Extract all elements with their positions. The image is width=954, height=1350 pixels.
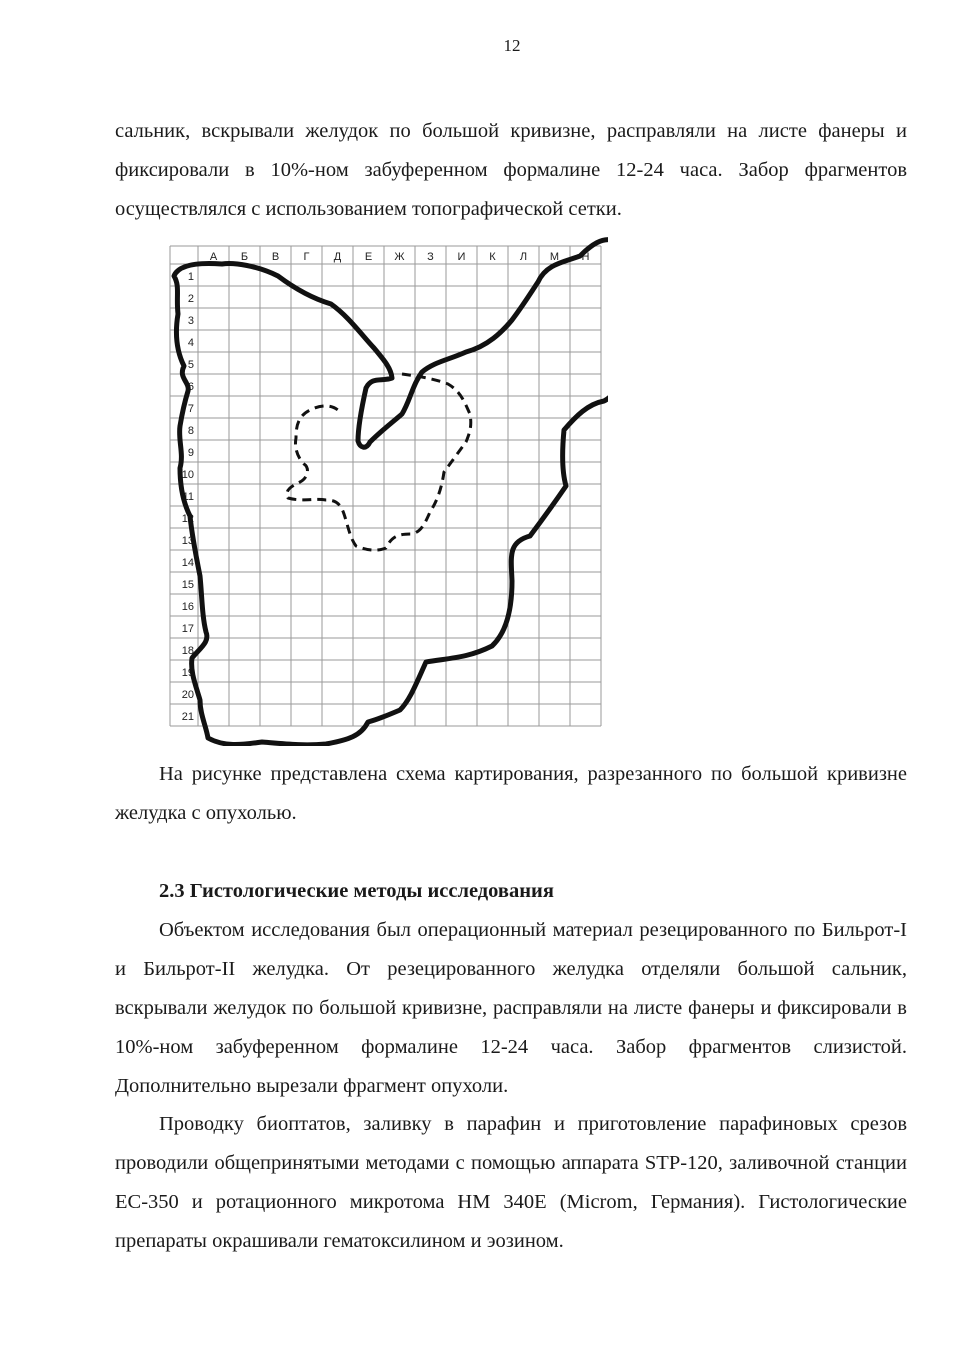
row-label: 15 (181, 579, 194, 591)
stomach-outline (174, 240, 608, 745)
row-label: 4 (187, 337, 194, 349)
column-label: Б (240, 251, 249, 263)
column-label: М (549, 251, 560, 263)
row-label: 7 (187, 403, 194, 415)
row-label: 2 (187, 293, 194, 305)
row-label: 5 (187, 359, 194, 371)
grid-lines (170, 246, 601, 726)
row-label: 12 (181, 513, 194, 525)
row-label: 10 (181, 469, 194, 481)
column-label: Г (303, 251, 310, 263)
column-label: А (209, 251, 218, 263)
row-label: 14 (181, 557, 194, 569)
column-label: К (489, 251, 496, 263)
figure-caption-paragraph: На рисунке представлена схема картирования, разрезанного по большой кривизне желудка с опухолью. (115, 763, 907, 824)
page-number: 12 (503, 36, 521, 55)
column-label: Ж (394, 251, 405, 263)
row-label: 1 (187, 271, 194, 283)
row-label: 20 (181, 689, 194, 701)
row-label: 3 (187, 315, 194, 327)
row-label: 21 (181, 711, 194, 723)
row-label: 11 (182, 491, 194, 503)
column-label: В (271, 251, 280, 263)
topographic-grid-diagram (166, 236, 608, 746)
column-labels (210, 251, 590, 263)
stomach-mapping-figure (166, 236, 608, 746)
row-label: 19 (181, 667, 194, 679)
column-label: Л (519, 251, 528, 263)
paragraph-continuation: сальник, вскрывали желудок по большой кривизне, расправляли на листе фанеры и фиксировали в 10%-ном забуференном формалине 12-24 часа. Забор фрагментов осуществлялся с использованием топографической сетки. (115, 120, 907, 220)
paragraph-processing: Проводку биоптатов, заливку в парафин и приготовление парафиновых срезов проводили общепринятыми методами с помощью аппарата STP-120, заливочной станции EC-350 и ротационного микротома HM 340E (Microm, Германия). Гистологические препараты окрашивали гематоксилином и эозином. (115, 1113, 907, 1252)
row-label: 6 (187, 381, 194, 393)
paragraph-research-object: Объектом исследования был операционный материал резецированного по Бильрот-I и Бильрот-II желудка. От резецированного желудка отделяли большой сальник, вскрывали желудок по большой кривизне, расправляли на листе фанеры и фиксировали в 10%-ном забуференном формалине 12-24 часа. Забор фрагментов слизистой. Дополнительно вырезали фрагмент опухоли. (115, 919, 907, 1097)
row-label: 8 (187, 425, 194, 437)
column-label: И (457, 251, 466, 263)
column-label: Н (581, 251, 590, 263)
column-label: Д (333, 251, 342, 263)
row-label: 16 (181, 601, 194, 613)
row-label: 13 (181, 535, 194, 547)
section-heading: 2.3 Гистологические методы исследования (159, 880, 554, 902)
column-label: Е (364, 251, 373, 263)
row-label: 18 (181, 645, 194, 657)
row-label: 9 (187, 447, 194, 459)
column-label: З (427, 251, 434, 263)
row-label: 17 (181, 623, 194, 635)
